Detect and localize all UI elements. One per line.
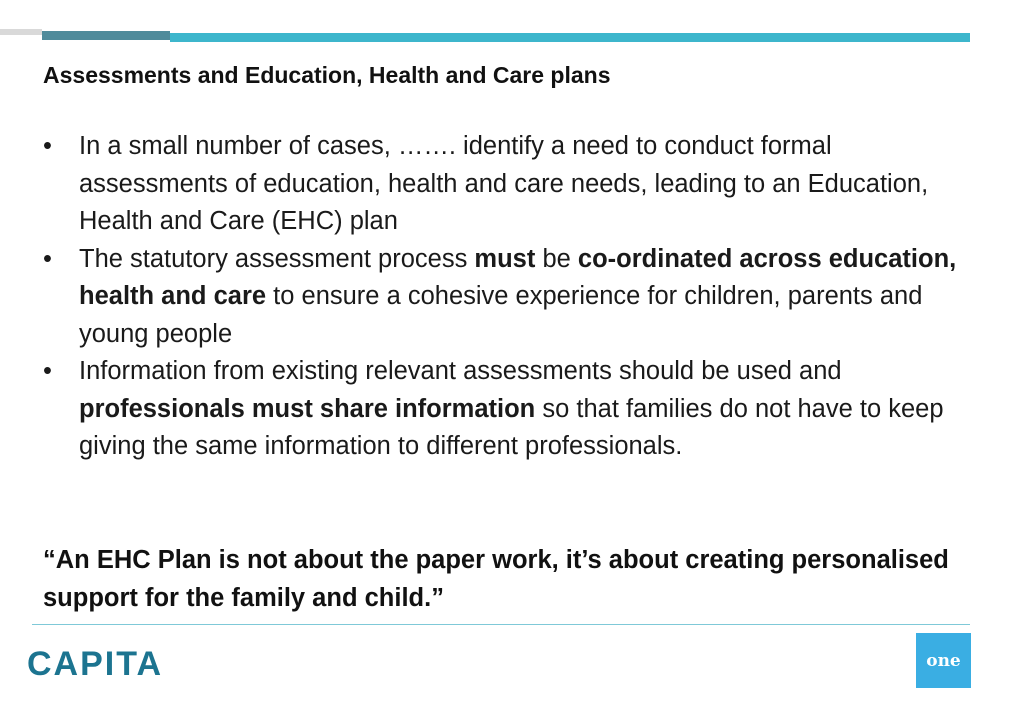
bullet-text: The statutory assessment process: [79, 244, 475, 273]
bullet-dot: •: [43, 244, 52, 273]
bullet-list: [43, 128, 973, 466]
slide-title: Assessments and Education, Health and Care plans: [43, 62, 611, 88]
header-accent-bar-grey: [0, 29, 42, 35]
slide-quote: “An EHC Plan is not about the paper work, it’s about creating personalised support for the family and child.”: [43, 546, 949, 612]
bullet-emphasis: must: [474, 244, 536, 273]
capita-logo: CAPITA: [27, 645, 164, 683]
header-accent-bar-dark: [42, 31, 170, 40]
bullet-dot: •: [43, 357, 52, 385]
footer-divider: [32, 624, 970, 625]
bullet-dot: •: [43, 132, 52, 160]
bullet-text: so that families do not have to keep giving the same information to different professionals.: [79, 394, 944, 460]
bullet-text: be: [535, 244, 578, 273]
header-accent-bar-teal: [170, 33, 970, 42]
bullet-item: [43, 353, 973, 466]
bullet-item: [43, 241, 973, 354]
bullet-text: to ensure a cohesive experience for children, parents and young people: [79, 282, 923, 348]
bullet-emphasis: professionals must share information: [79, 394, 536, 423]
bullet-emphasis: co-ordinated across education, health and care: [79, 244, 957, 310]
bullet-text: In a small number of cases, ……. identify a need to conduct formal assessments of education, health and care needs, leading to an Education, Health and Care (EHC) plan: [79, 132, 929, 235]
one-logo: one: [916, 633, 971, 688]
bullet-item: [43, 128, 973, 241]
bullet-text: Information from existing relevant assessments should be used and: [79, 357, 842, 385]
